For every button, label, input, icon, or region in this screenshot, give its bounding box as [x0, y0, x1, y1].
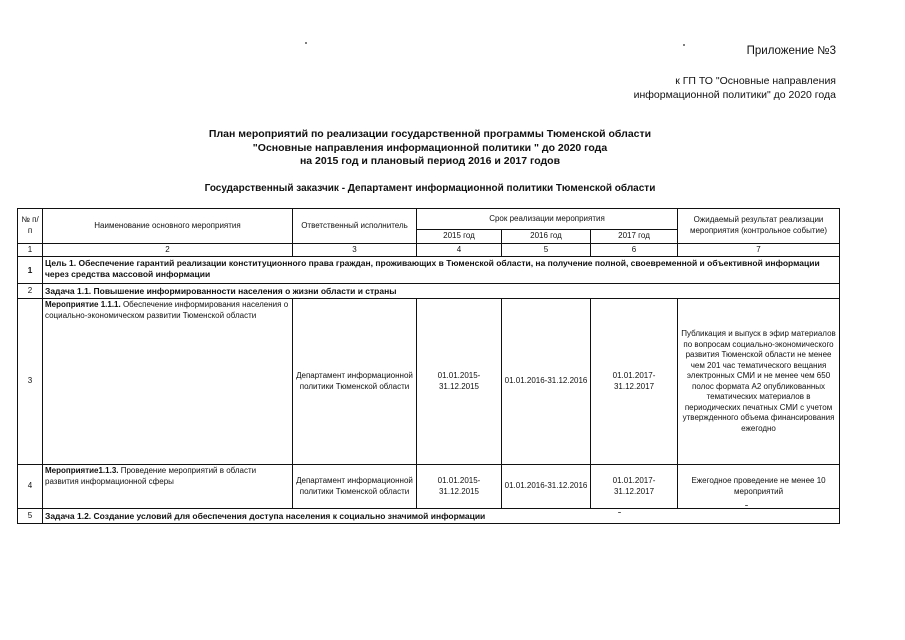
activity-row — [18, 465, 840, 509]
column-number-row — [18, 243, 840, 257]
program-reference — [560, 74, 836, 102]
state-customer: Государственный заказчик - Департамент информационной политики Тюменской области — [204, 183, 656, 194]
activity-code: Мероприятие 1.1.1. — [45, 300, 121, 309]
goal-row — [18, 257, 840, 284]
header-num: № п/п — [18, 209, 43, 244]
task-text: Задача 1.2. Создание условий для обеспечения доступа населения к социально значимой информации — [43, 509, 840, 524]
period-2016: 01.01.2016-31.12.2016 — [502, 465, 591, 509]
document-title-line: План мероприятий по реализации государственной программы Тюменской области — [208, 128, 652, 140]
period-2015: 01.01.2015-31.12.2015 — [417, 465, 502, 509]
row-number: 1 — [18, 257, 43, 284]
row-number: 4 — [18, 465, 43, 509]
column-number: 7 — [678, 243, 840, 257]
period-2016: 01.01.2016-31.12.2016 — [502, 299, 591, 465]
document-title-line: на 2015 год и плановый период 2016 и 2017 годов — [299, 155, 561, 167]
header-year-2015: 2015 год — [417, 230, 502, 244]
program-reference-line: к ГП ТО "Основные направления — [675, 75, 836, 87]
row-number: 2 — [18, 284, 43, 299]
column-number: 6 — [591, 243, 678, 257]
goal-text: Цель 1. Обеспечение гарантий реализации конституционного права граждан, проживающих в Тюменской области, на получение полной, своевременной и объективной информации через средства массовой информации — [43, 257, 840, 284]
column-number: 1 — [18, 243, 43, 257]
task-text: Задача 1.1. Повышение информированности населения о жизни области и страны — [43, 284, 840, 299]
header-year-2016: 2016 год — [502, 230, 591, 244]
expected-result: Ежегодное проведение не менее 10 мероприятий — [678, 465, 840, 509]
header-executor: Ответственный исполнитель — [293, 209, 417, 244]
column-number: 2 — [43, 243, 293, 257]
activity-row — [18, 299, 840, 465]
activity-name — [43, 465, 293, 509]
period-2017: 01.01.2017-31.12.2017 — [591, 299, 678, 465]
activity-name — [43, 299, 293, 465]
header-year-2017: 2017 год — [591, 230, 678, 244]
activity-description: Проведение мероприятий в области развития информационной сферы — [45, 466, 257, 486]
header-period: Срок реализации мероприятия — [417, 209, 678, 230]
expected-result: Публикация и выпуск в эфир материалов по вопросам социально-экономического развития Тюменской области не менее чем 201 час тематического вещания электронных СМИ и не менее чем 650 полос формата А2 опубликованных тематических материалов в периодических печатных СМИ с учетом утвержденного объема финансирования ежегодно — [678, 299, 840, 465]
column-number: 5 — [502, 243, 591, 257]
scan-speck — [683, 44, 685, 46]
task-row — [18, 284, 840, 299]
activity-executor: Департамент информационной политики Тюменской области — [293, 465, 417, 509]
activities-table — [17, 208, 840, 524]
activity-description: Обеспечение информирования населения о социально-экономическом развитии Тюменской области — [45, 300, 289, 320]
task-row — [18, 509, 840, 524]
header-name: Наименование основного мероприятия — [43, 209, 293, 244]
row-number: 3 — [18, 299, 43, 465]
column-number: 3 — [293, 243, 417, 257]
document-title — [150, 128, 710, 169]
document-title-line: "Основные направления информационной политики " до 2020 года — [252, 141, 608, 154]
activity-executor: Департамент информационной политики Тюменской области — [293, 299, 417, 465]
period-2015: 01.01.2015-31.12.2015 — [417, 299, 502, 465]
appendix-label: Приложение №3 — [746, 45, 836, 57]
period-2017: 01.01.2017-31.12.2017 — [591, 465, 678, 509]
column-number: 4 — [417, 243, 502, 257]
header-result: Ожидаемый результат реализации мероприятия (контрольное событие) — [678, 209, 840, 244]
activity-code: Мероприятие1.1.3. — [45, 466, 119, 475]
row-number: 5 — [18, 509, 43, 524]
scan-speck — [305, 42, 307, 44]
header-row — [18, 209, 840, 230]
program-reference-line: информационной политики" до 2020 года — [633, 89, 836, 101]
